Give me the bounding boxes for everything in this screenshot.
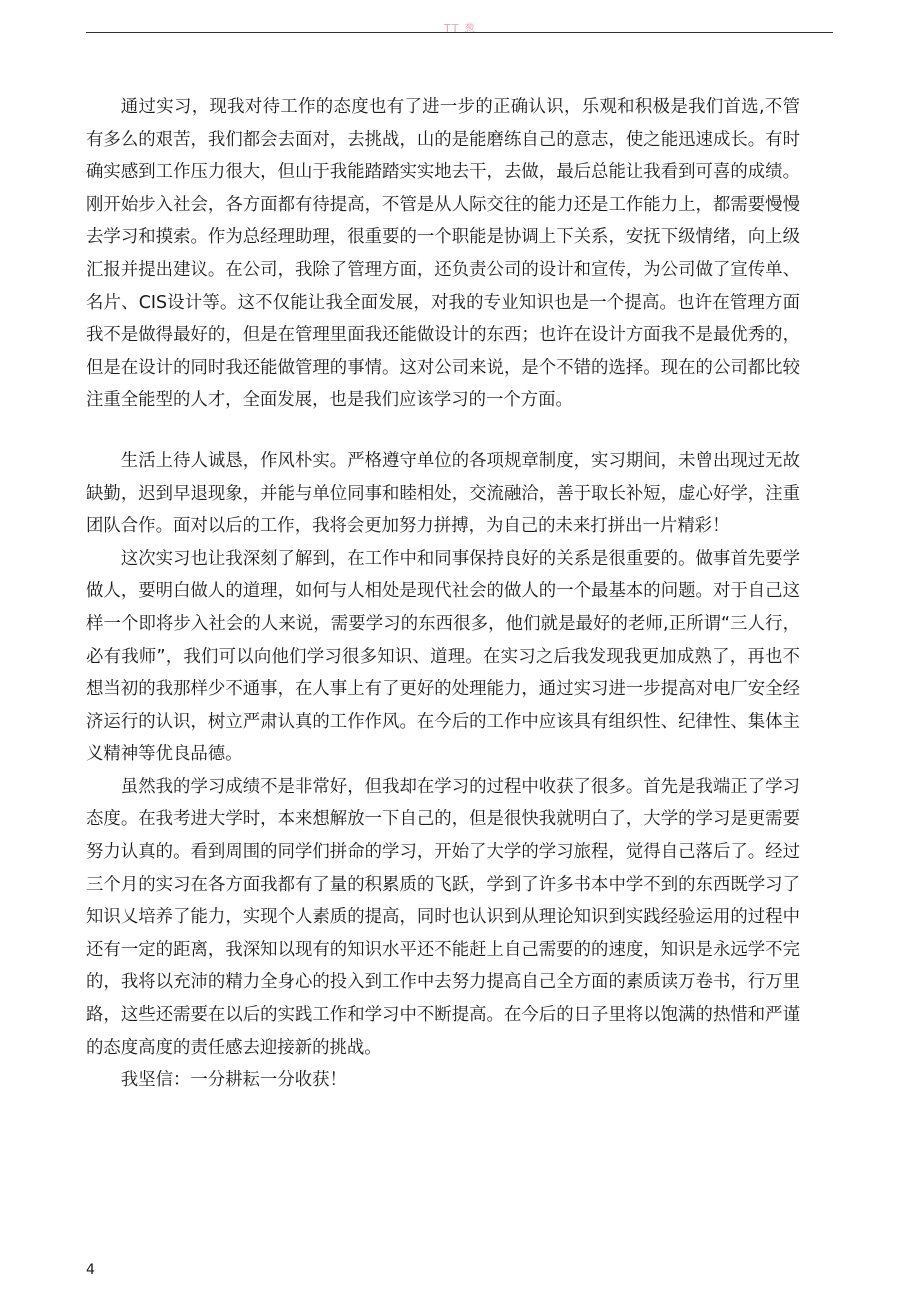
header-rule (86, 32, 833, 33)
paragraph-conclusion: 我坚信：一分耕耘一分收获！ (120, 1070, 347, 1091)
header-watermark: ТТ 葱 (444, 22, 476, 35)
paragraph-work-attitude: 通过实习，现我对待工作的态度也有了进一步的正确认识，乐观和积极是我们首选,不管有多么的艰苦，我们都会去面对，去挑战，山的是能磨练自己的意志，使之能迅速成长。有时确实感到工作压力很大，但山于我能踏踏实实地去干，去做，最后总能让我看到可喜的成绩。刚开始步入社会，各方面都有待提高，不管是从人际交往的能力还是工作能力上，都需要慢慢去学习和摸索。作为总经理助理，很重要的一个职能是协调上下关系，安抚下级情绪，向上级汇报并提出建议。在公司，我除了管理方面，还负责公司的设计和宣传，为公司做了宣传单、名片、CIS设计等。这不仅能让我全面发展，对我的专业知识也是一个提高。也许在管理方面我不是做得最好的，但是在管理里面我还能做设计的东西；也许在设计方面我不是最优秀的，但是在设计的同时我还能做管理的事情。这对公司来说，是个不错的选择。现在的公司都比较注重全能型的人才，全面发展，也是我们应该学习的一个方面。 (86, 97, 800, 411)
paragraph-relationships: 这次实习也让我深刻了解到，在工作中和同事保持良好的关系是很重要的。做事首先要学做人，要明白做人的道理，如何与人相处是现代社会的做人的一个最基本的问题。对于自己这样一个即将步入社会的人来说，需要学习的东西很多，他们就是最好的老师,正所谓“三人行，必有我师”，我们可以向他们学习很多知识、道理。在实习之后我发现我更加成熟了，再也不想当初的我那样少不通事，在人事上有了更好的处理能力，通过实习进一步提高对电厂安全经济运行的认识，树立严肃认真的工作作风。在今后的工作中应该具有组织性、纪律性、集体主义精神等优良品德。 (86, 548, 800, 765)
page-number: 4 (86, 1262, 95, 1278)
document-body (86, 91, 800, 1097)
paragraph-study-gains: 虽然我的学习成绩不是非常好，但我却在学习的过程中收获了很多。首先是我端正了学习态度。在我考进大学时，本来想解放一下自己的，但是很快我就明白了，大学的学习是更需要努力认真的。看到周围的同学们拼命的学习，开始了大学的学习旅程，觉得自己落后了。经过三个月的实习在各方面我都有了量的积累质的飞跃，学到了许多书本中学不到的东西既学习了知识乂培养了能力，实现个人素质的提高，同时也认识到从理论知识到实践经验运用的过程中还有一定的距离，我深知以现有的知识水平还不能赶上自己需要的的速度，知识是永远学不完的，我将以充沛的精力全身心的投入到工作中去努力提高自己全方面的素质读万卷书，行万里路，这些还需要在以后的实践工作和学习中不断提高。在今后的日子里将以饱满的热惜和严谨的态度高度的责任感去迎接新的挑战。 (86, 776, 800, 1058)
paragraph-life-conduct: 生活上待人诚恳，作风朴实。严格遵守单位的各项规章制度，实习期间，未曾出现过无故缺勤，迟到早退现象，并能与单位同事和睦相处，交流融洽，善于取长补短，虚心好学，注重团队合作。面对以后的工作，我将会更加努力拼搏，为自己的未来打拼出一片精彩！ (86, 450, 800, 537)
